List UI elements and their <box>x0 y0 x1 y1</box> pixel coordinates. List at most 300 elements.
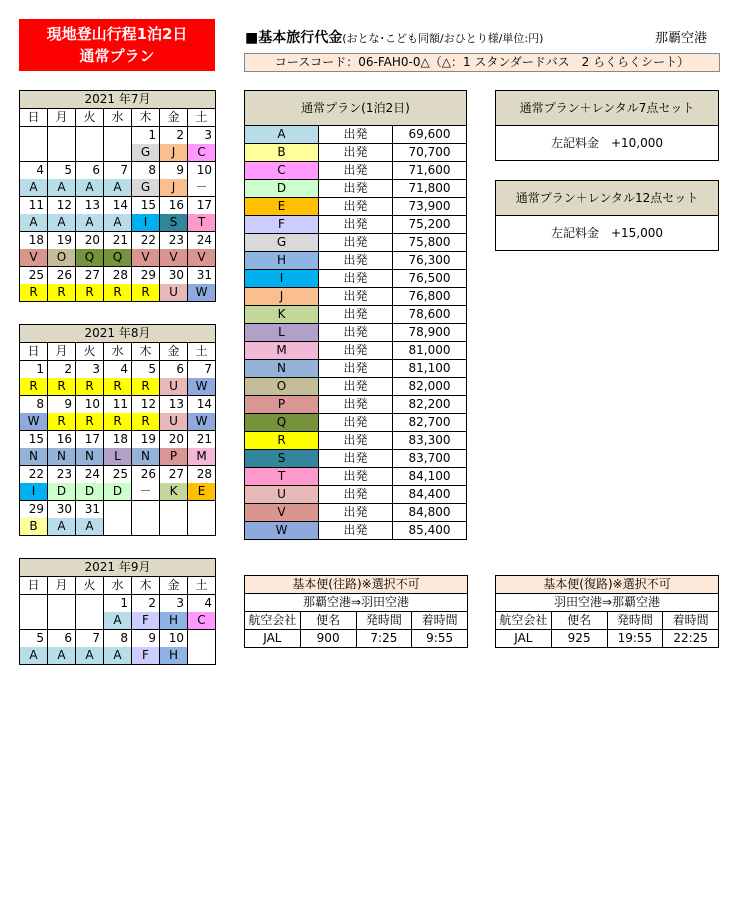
price-row <box>245 270 467 288</box>
calendar-day: 9 <box>160 162 188 180</box>
calendar-day: 1 <box>20 361 48 379</box>
calendar-day: 13 <box>160 396 188 414</box>
calendar-price-code: J <box>160 144 188 162</box>
price-row <box>245 414 467 432</box>
price-code: S <box>245 450 319 468</box>
calendar-price-code: A <box>104 612 132 630</box>
calendar-day: 1 <box>104 595 132 613</box>
calendar-july <box>19 90 216 302</box>
flight-column-header: 発時間 <box>356 612 412 630</box>
rental-12-price: 左記料金 +15,000 <box>496 216 719 251</box>
calendar-price-code: A <box>48 179 76 197</box>
departure-status: 出発 <box>319 216 393 234</box>
calendar-day: 13 <box>76 197 104 215</box>
calendar-day: 9 <box>48 396 76 414</box>
calendar-day: 31 <box>188 267 216 285</box>
calendar-price-code: R <box>132 284 160 302</box>
calendar-day: 8 <box>132 162 160 180</box>
calendar-price-code <box>104 144 132 162</box>
calendar-price-code: A <box>48 647 76 665</box>
calendar-day: 2 <box>48 361 76 379</box>
price-row <box>245 162 467 180</box>
calendar-price-code: A <box>76 647 104 665</box>
price-code: U <box>245 486 319 504</box>
calendar-price-code: A <box>104 647 132 665</box>
price-code: L <box>245 324 319 342</box>
calendar-day <box>20 127 48 145</box>
calendar-price-code: G <box>132 144 160 162</box>
calendar-day: 10 <box>76 396 104 414</box>
price-value: 84,100 <box>393 468 467 486</box>
rental-7-header: 通常プラン＋レンタル7点セット <box>496 91 719 126</box>
price-value: 75,800 <box>393 234 467 252</box>
calendar-day: 29 <box>20 501 48 519</box>
calendar-day <box>104 127 132 145</box>
calendar-price-code: V <box>20 249 48 267</box>
calendar-day: 2 <box>160 127 188 145</box>
flight-cell: JAL <box>496 630 552 648</box>
departure-status: 出発 <box>319 504 393 522</box>
calendar-day: 7 <box>188 361 216 379</box>
calendar-price-code: R <box>76 378 104 396</box>
departure-status: 出発 <box>319 306 393 324</box>
calendar-day: 21 <box>104 232 132 250</box>
flight-cell: JAL <box>245 630 301 648</box>
price-code: P <box>245 396 319 414</box>
flight-column-header: 航空会社 <box>245 612 301 630</box>
departure-status: 出発 <box>319 324 393 342</box>
calendar-day: 6 <box>76 162 104 180</box>
calendar-day: 28 <box>104 267 132 285</box>
calendar-day: 26 <box>132 466 160 484</box>
departure-status: 出発 <box>319 342 393 360</box>
course-code: コースコード：06-FAH0-0△（△：1 スタンダードバス 2 らくらくシート） <box>244 53 720 72</box>
calendar-day: 11 <box>20 197 48 215</box>
price-row <box>245 234 467 252</box>
calendar-price-code: R <box>104 284 132 302</box>
calendar-price-code: A <box>48 214 76 232</box>
calendar-day: 8 <box>104 630 132 648</box>
price-value: 71,800 <box>393 180 467 198</box>
calendar-price-code: A <box>76 179 104 197</box>
calendar-price-code: R <box>132 378 160 396</box>
calendar-day: 12 <box>48 197 76 215</box>
price-row <box>245 522 467 540</box>
calendar-price-code: B <box>20 518 48 536</box>
weekday-label: 土 <box>188 577 216 595</box>
calendar-day: 25 <box>20 267 48 285</box>
flight-cell: 19:55 <box>607 630 663 648</box>
price-code: M <box>245 342 319 360</box>
calendar-price-code: W <box>188 284 216 302</box>
calendar-day: 1 <box>132 127 160 145</box>
calendar-price-code: R <box>48 378 76 396</box>
calendar-price-code: Q <box>76 249 104 267</box>
calendar-price-code <box>104 518 132 536</box>
calendar-price-code: V <box>160 249 188 267</box>
calendar-price-code: U <box>160 378 188 396</box>
price-row <box>245 288 467 306</box>
price-row <box>245 198 467 216</box>
calendar-day: 28 <box>188 466 216 484</box>
price-heading <box>245 27 543 47</box>
calendar-day: 20 <box>160 431 188 449</box>
price-code: K <box>245 306 319 324</box>
calendar-day: 7 <box>76 630 104 648</box>
price-table-header: 通常プラン(1泊2日) <box>245 91 467 126</box>
calendar-day: 24 <box>188 232 216 250</box>
calendar-september <box>19 558 216 665</box>
flight-column-header: 便名 <box>300 612 356 630</box>
price-value: 84,400 <box>393 486 467 504</box>
price-row <box>245 342 467 360</box>
calendar-day: 4 <box>188 595 216 613</box>
calendar-price-code: A <box>48 518 76 536</box>
calendar-day: 15 <box>20 431 48 449</box>
plan-subtitle: 通常プラン <box>79 47 155 65</box>
calendar-day <box>20 595 48 613</box>
return-flight-table <box>495 575 719 648</box>
calendar-price-code: － <box>188 179 216 197</box>
calendar-price-code: W <box>188 413 216 431</box>
price-row <box>245 450 467 468</box>
calendar-price-code <box>188 518 216 536</box>
departure-status: 出発 <box>319 198 393 216</box>
calendar-day: 16 <box>160 197 188 215</box>
calendar-day: 15 <box>132 197 160 215</box>
departure-status: 出発 <box>319 288 393 306</box>
calendar-price-code: R <box>76 413 104 431</box>
calendar-day: 27 <box>76 267 104 285</box>
calendar-price-code <box>188 647 216 665</box>
price-code: H <box>245 252 319 270</box>
calendar-price-code: W <box>20 413 48 431</box>
plan-title-box <box>19 19 215 71</box>
flight-route: 那覇空港⇒羽田空港 <box>245 594 468 612</box>
price-table <box>244 90 467 540</box>
calendar-price-code: H <box>160 647 188 665</box>
calendar-price-code: N <box>76 448 104 466</box>
departure-status: 出発 <box>319 468 393 486</box>
calendar-price-code: S <box>160 214 188 232</box>
price-code: R <box>245 432 319 450</box>
calendar-price-code <box>132 518 160 536</box>
price-value: 81,100 <box>393 360 467 378</box>
calendar-price-code <box>76 612 104 630</box>
calendar-day: 31 <box>76 501 104 519</box>
calendar-day: 6 <box>48 630 76 648</box>
calendar-day: 23 <box>48 466 76 484</box>
price-row <box>245 360 467 378</box>
calendar-price-code: R <box>76 284 104 302</box>
calendar-day: 23 <box>160 232 188 250</box>
calendar-day: 30 <box>160 267 188 285</box>
calendar-price-code: R <box>20 284 48 302</box>
flight-column-header: 着時間 <box>663 612 719 630</box>
calendar-day: 16 <box>48 431 76 449</box>
calendar-day: 5 <box>48 162 76 180</box>
price-value: 83,300 <box>393 432 467 450</box>
calendar-day: 18 <box>20 232 48 250</box>
price-value: 76,300 <box>393 252 467 270</box>
price-value: 69,600 <box>393 126 467 144</box>
calendar-day: 22 <box>132 232 160 250</box>
departure-status: 出発 <box>319 432 393 450</box>
calendar-price-code: N <box>48 448 76 466</box>
calendar-day <box>48 595 76 613</box>
calendar-day: 19 <box>48 232 76 250</box>
price-code: D <box>245 180 319 198</box>
calendar-price-code: K <box>160 483 188 501</box>
calendar-price-code: H <box>160 612 188 630</box>
calendar-day: 20 <box>76 232 104 250</box>
calendar-price-code: R <box>132 413 160 431</box>
calendar-price-code: D <box>48 483 76 501</box>
price-value: 70,700 <box>393 144 467 162</box>
calendar-day <box>104 501 132 519</box>
flight-cell: 925 <box>551 630 607 648</box>
calendar-price-code: J <box>160 179 188 197</box>
price-row <box>245 378 467 396</box>
weekday-label: 木 <box>132 109 160 127</box>
calendar-price-code: E <box>188 483 216 501</box>
calendar-price-code: V <box>188 249 216 267</box>
price-value: 76,800 <box>393 288 467 306</box>
price-value: 71,600 <box>393 162 467 180</box>
departure-status: 出発 <box>319 486 393 504</box>
calendar-day: 29 <box>132 267 160 285</box>
calendar-day: 10 <box>160 630 188 648</box>
price-row <box>245 396 467 414</box>
calendar-price-code <box>160 518 188 536</box>
calendar-day: 24 <box>76 466 104 484</box>
calendar-day: 7 <box>104 162 132 180</box>
price-row <box>245 216 467 234</box>
price-row <box>245 126 467 144</box>
calendar-august <box>19 324 216 536</box>
price-code: B <box>245 144 319 162</box>
price-code: E <box>245 198 319 216</box>
weekday-label: 木 <box>132 343 160 361</box>
calendar-day <box>48 127 76 145</box>
price-row <box>245 324 467 342</box>
departure-airport: 那覇空港 <box>655 31 708 46</box>
price-row <box>245 432 467 450</box>
weekday-label: 土 <box>188 109 216 127</box>
price-code: G <box>245 234 319 252</box>
calendar-price-code: A <box>20 647 48 665</box>
calendar-price-code: N <box>132 448 160 466</box>
price-code: T <box>245 468 319 486</box>
price-value: 82,200 <box>393 396 467 414</box>
calendar-price-code: － <box>132 483 160 501</box>
weekday-label: 火 <box>76 577 104 595</box>
calendar-price-code: A <box>76 518 104 536</box>
calendar-day: 11 <box>104 396 132 414</box>
calendar-price-code: P <box>160 448 188 466</box>
weekday-label: 金 <box>160 577 188 595</box>
price-row <box>245 486 467 504</box>
outbound-flight-table <box>244 575 468 648</box>
calendar-price-code <box>48 144 76 162</box>
departure-status: 出発 <box>319 180 393 198</box>
calendar-day: 2 <box>132 595 160 613</box>
calendar-price-code <box>76 144 104 162</box>
calendar-day: 19 <box>132 431 160 449</box>
calendar-day: 21 <box>188 431 216 449</box>
calendar-day: 14 <box>188 396 216 414</box>
price-value: 82,700 <box>393 414 467 432</box>
departure-status: 出発 <box>319 522 393 540</box>
weekday-label: 日 <box>20 109 48 127</box>
calendar-day: 9 <box>132 630 160 648</box>
weekday-label: 木 <box>132 577 160 595</box>
calendar-price-code: L <box>104 448 132 466</box>
calendar-price-code: U <box>160 413 188 431</box>
calendar-day: 30 <box>48 501 76 519</box>
calendar-day: 12 <box>132 396 160 414</box>
price-value: 78,600 <box>393 306 467 324</box>
calendar-price-code: G <box>132 179 160 197</box>
calendar-price-code <box>20 612 48 630</box>
price-value: 85,400 <box>393 522 467 540</box>
rental-7-price: 左記料金 +10,000 <box>496 126 719 161</box>
weekday-label: 月 <box>48 109 76 127</box>
calendar-day <box>188 501 216 519</box>
calendar-price-code: W <box>188 378 216 396</box>
price-code: N <box>245 360 319 378</box>
departure-status: 出発 <box>319 378 393 396</box>
calendar-day: 17 <box>76 431 104 449</box>
rental-12-header: 通常プラン＋レンタル12点セット <box>496 181 719 216</box>
price-row <box>245 306 467 324</box>
calendar-price-code: A <box>76 214 104 232</box>
weekday-label: 水 <box>104 109 132 127</box>
calendar-price-code: R <box>48 413 76 431</box>
price-code: J <box>245 288 319 306</box>
rental-12-table <box>495 180 719 251</box>
departure-status: 出発 <box>319 270 393 288</box>
calendar-price-code: D <box>76 483 104 501</box>
calendar-price-code: C <box>188 612 216 630</box>
departure-status: 出発 <box>319 144 393 162</box>
calendar-price-code: U <box>160 284 188 302</box>
calendar-day <box>188 630 216 648</box>
price-heading-main: ■基本旅行代金 <box>245 30 343 46</box>
calendar-caption: 2021 年9月 <box>20 559 216 577</box>
weekday-label: 水 <box>104 577 132 595</box>
calendar-price-code: O <box>48 249 76 267</box>
calendar-price-code: R <box>104 378 132 396</box>
calendar-day: 4 <box>20 162 48 180</box>
calendar-day: 18 <box>104 431 132 449</box>
departure-status: 出発 <box>319 396 393 414</box>
price-value: 73,900 <box>393 198 467 216</box>
weekday-label: 水 <box>104 343 132 361</box>
calendar-price-code: A <box>104 214 132 232</box>
calendar-price-code <box>48 612 76 630</box>
calendar-price-code: T <box>188 214 216 232</box>
price-heading-sub: (おとな･こども同額/おひとり様/単位:円) <box>342 32 544 45</box>
flight-title: 基本便(復路)※選択不可 <box>496 576 719 594</box>
calendar-day: 8 <box>20 396 48 414</box>
price-code: V <box>245 504 319 522</box>
flight-title: 基本便(往路)※選択不可 <box>245 576 468 594</box>
calendar-day: 3 <box>76 361 104 379</box>
price-code: F <box>245 216 319 234</box>
weekday-label: 日 <box>20 577 48 595</box>
calendar-day <box>76 595 104 613</box>
weekday-label: 土 <box>188 343 216 361</box>
flight-cell: 9:55 <box>412 630 468 648</box>
flight-column-header: 発時間 <box>607 612 663 630</box>
calendar-day: 6 <box>160 361 188 379</box>
calendar-day: 4 <box>104 361 132 379</box>
weekday-label: 月 <box>48 577 76 595</box>
plan-title: 現地登山行程1泊2日 <box>46 25 188 43</box>
calendar-day: 5 <box>20 630 48 648</box>
weekday-label: 金 <box>160 109 188 127</box>
price-value: 81,000 <box>393 342 467 360</box>
flight-route: 羽田空港⇒那覇空港 <box>496 594 719 612</box>
calendar-day <box>160 501 188 519</box>
departure-status: 出発 <box>319 252 393 270</box>
calendar-day: 5 <box>132 361 160 379</box>
calendar-caption: 2021 年8月 <box>20 325 216 343</box>
price-value: 83,700 <box>393 450 467 468</box>
flight-column-header: 着時間 <box>412 612 468 630</box>
calendar-day: 3 <box>160 595 188 613</box>
departure-status: 出発 <box>319 162 393 180</box>
calendar-day: 14 <box>104 197 132 215</box>
calendar-price-code: I <box>132 214 160 232</box>
calendar-price-code: A <box>104 179 132 197</box>
price-row <box>245 504 467 522</box>
calendar-price-code: M <box>188 448 216 466</box>
calendar-price-code: F <box>132 612 160 630</box>
rental-7-table <box>495 90 719 161</box>
calendar-price-code: C <box>188 144 216 162</box>
calendar-price-code: R <box>20 378 48 396</box>
calendar-day: 26 <box>48 267 76 285</box>
flight-cell: 7:25 <box>356 630 412 648</box>
calendar-day <box>132 501 160 519</box>
weekday-label: 日 <box>20 343 48 361</box>
calendar-day: 10 <box>188 162 216 180</box>
price-value: 76,500 <box>393 270 467 288</box>
calendar-day: 17 <box>188 197 216 215</box>
departure-status: 出発 <box>319 414 393 432</box>
price-code: A <box>245 126 319 144</box>
price-row <box>245 144 467 162</box>
calendar-price-code <box>20 144 48 162</box>
price-row <box>245 468 467 486</box>
price-row <box>245 252 467 270</box>
price-value: 84,800 <box>393 504 467 522</box>
calendar-price-code: N <box>20 448 48 466</box>
calendar-price-code: Q <box>104 249 132 267</box>
departure-status: 出発 <box>319 126 393 144</box>
price-code: C <box>245 162 319 180</box>
price-value: 78,900 <box>393 324 467 342</box>
price-code: W <box>245 522 319 540</box>
calendar-price-code: A <box>20 179 48 197</box>
calendar-price-code: A <box>20 214 48 232</box>
weekday-label: 金 <box>160 343 188 361</box>
calendar-price-code: I <box>20 483 48 501</box>
calendar-day <box>76 127 104 145</box>
calendar-day: 25 <box>104 466 132 484</box>
